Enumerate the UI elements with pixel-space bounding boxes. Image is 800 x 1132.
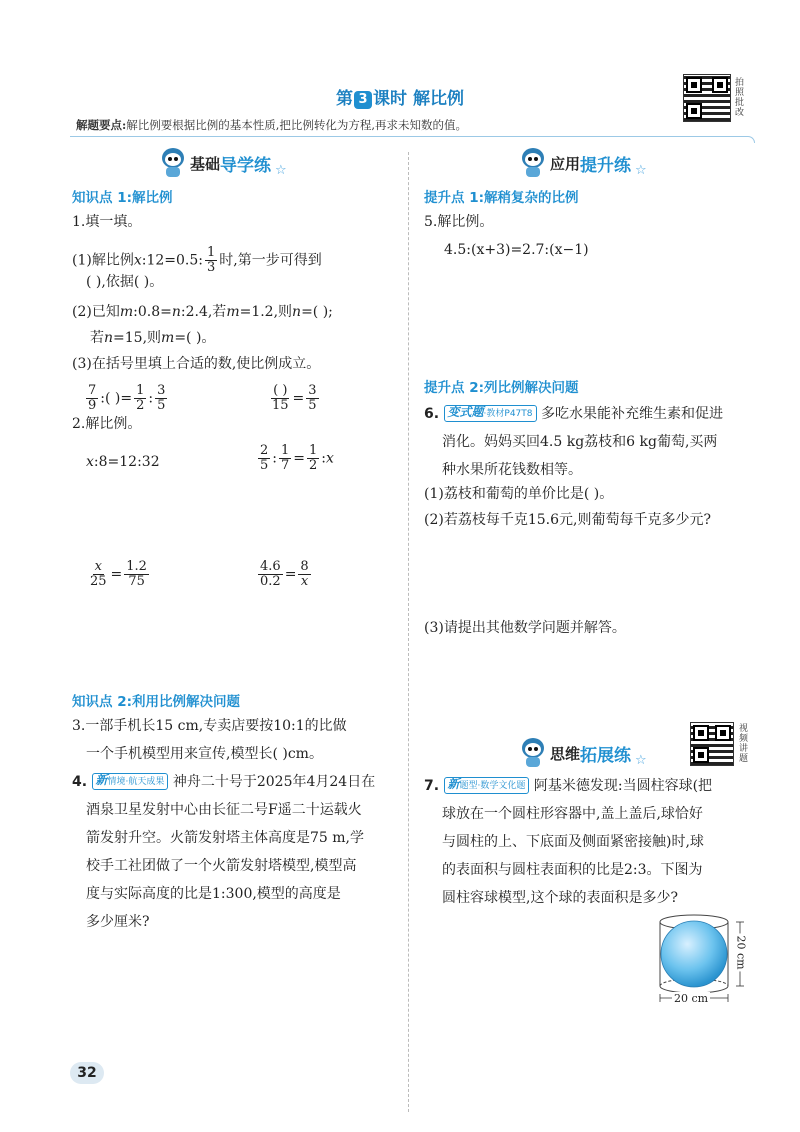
q4-line5: 度与实际高度的比是1:300,模型的高度是	[86, 886, 341, 902]
section-basic-practice: 基础 导学练 ☆	[160, 148, 287, 178]
q4-line3: 箭发射升空。火箭发射塔主体高度是75 m,学	[86, 830, 364, 846]
q4-line4: 校手工社团做了一个火箭发射塔模型,模型高	[86, 858, 357, 874]
q2-equation-c: $\frac{x}{25}$ = $\frac{1.2}{75}$	[90, 559, 147, 589]
q7-line3: 与圆柱的上、下底面及侧面紧密接触)时,球	[442, 834, 704, 850]
qr-caption-video: 视 频 讲 题	[739, 724, 749, 764]
star-icon: ☆	[635, 753, 647, 768]
q5-expression: 4.5:(x+3)=2.7:(x−1)	[444, 242, 589, 258]
star-icon: ☆	[275, 163, 287, 178]
q1-2-second-line[interactable]: 若n=15,则m=( )。	[90, 330, 216, 346]
q7-line5: 圆柱容球模型,这个球的表面积是多少?	[442, 890, 678, 906]
star-icon: ☆	[635, 163, 647, 178]
q1-3-proportion-a[interactable]: $\frac{7}{9}$ :( )= $\frac{1}{2}$ : $\frac{3}{5}$	[88, 383, 166, 413]
q1-3-proportion-b[interactable]: $\frac{( )}{15}$ = $\frac{3}{5}$	[272, 383, 317, 413]
lesson-title: 第 3 课时 解比例	[336, 89, 464, 109]
tips-underline	[70, 136, 755, 143]
q3-line2[interactable]: 一个手机模型用来宣传,模型长( )cm。	[86, 746, 323, 762]
mascot-icon	[520, 738, 546, 768]
knowledge-point-2: 知识点 2:利用比例解决问题	[72, 694, 240, 710]
page-number: 32	[70, 1062, 104, 1084]
q4-line6: 多少厘米?	[86, 914, 150, 930]
q3-line1: 3.一部手机长15 cm,专卖店要按10:1的比做	[72, 718, 347, 734]
qr-caption: 拍 照 批 改	[735, 78, 745, 118]
q6-tag: 变式题·教材P47T8	[444, 405, 537, 422]
section-applied-practice: 应用 提升练 ☆	[520, 148, 647, 178]
q6-part2: (2)若荔枝每千克15.6元,则葡萄每千克多少元?	[424, 512, 711, 528]
q7-line2: 球放在一个圆柱形容器中,盖上盖后,球恰好	[442, 806, 703, 822]
q7-line4: 的表面积与圆柱表面积的比是2:3。下图为	[442, 862, 703, 878]
q7-line1: 7. 新题型·数学文化题 阿基米德发现:当圆柱容球(把	[424, 777, 713, 794]
q1-2: (2)已知m:0.8=n:2.4,若m=1.2,则n=( );	[72, 304, 333, 320]
q1-1: (1)解比例x:12=0.5: $\frac{1}{3}$ 时,第一步可得到	[72, 245, 322, 275]
column-divider	[408, 152, 409, 1112]
figure-height-label: 20 cm	[734, 935, 748, 970]
section-thinking-extension: 思维 拓展练 ☆	[520, 738, 647, 768]
mascot-icon	[520, 148, 546, 178]
sphere	[661, 921, 727, 987]
q6-line3: 种水果所花钱数相等。	[442, 462, 582, 478]
q1-1-blanks[interactable]: ( ),依据( )。	[86, 274, 164, 290]
improvement-point-2: 提升点 2:列比例解决问题	[424, 380, 579, 396]
q4-tag: 新情境·航天成果	[92, 773, 169, 790]
mascot-icon	[160, 148, 186, 178]
q2-equation-b: $\frac{2}{5}$ : $\frac{1}{7}$ = $\frac{1}{2}$ :x	[260, 443, 334, 473]
q2-title: 2.解比例。	[72, 416, 142, 432]
q6-part1[interactable]: (1)荔枝和葡萄的单价比是( )。	[424, 486, 614, 502]
q6-part3: (3)请提出其他数学问题并解答。	[424, 620, 626, 636]
improvement-point-1: 提升点 1:解稍复杂的比例	[424, 190, 579, 206]
q7-tag: 新题型·数学文化题	[444, 777, 530, 794]
q1-3: (3)在括号里填上合适的数,使比例成立。	[72, 356, 321, 372]
q4-line1: 4. 新情境·航天成果 神舟二十号于2025年4月24日在	[72, 773, 376, 790]
q5-title: 5.解比例。	[424, 214, 494, 230]
qr-code-icon[interactable]	[683, 74, 731, 122]
figure-width-label: 20 cm	[674, 992, 709, 1005]
q2-equation-d: $\frac{4.6}{0.2}$ = $\frac{8}{x}$	[260, 559, 309, 589]
q4-line2: 酒泉卫星发射中心由长征二号F遥二十运载火	[86, 802, 362, 818]
qr-code-icon[interactable]	[690, 722, 734, 766]
knowledge-point-1: 知识点 1:解比例	[72, 190, 173, 206]
q6-line2: 消化。妈妈买回4.5 kg荔枝和6 kg葡萄,买两	[442, 434, 718, 450]
solving-tips: 解题要点:解比例要根据比例的基本性质,把比例转化为方程,再求未知数的值。	[76, 118, 468, 132]
q6-line1: 6. 变式题·教材P47T8 多吃水果能补充维生素和促进	[424, 405, 723, 422]
q2-equation-a: x:8=12:32	[86, 454, 160, 470]
q1-title: 1.填一填。	[72, 214, 142, 230]
